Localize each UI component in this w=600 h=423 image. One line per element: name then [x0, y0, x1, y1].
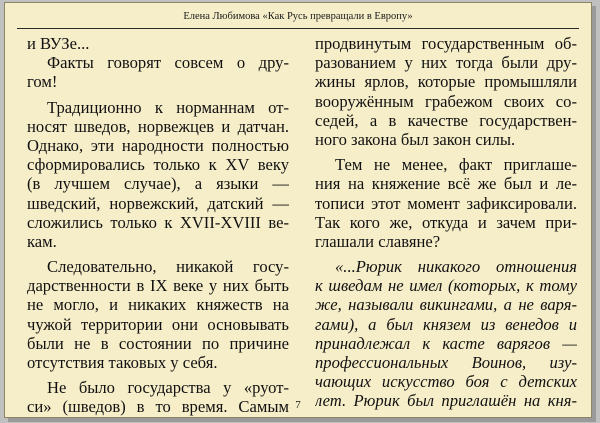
text-line: (в лучшем случае), а языки —: [27, 174, 289, 194]
text-line: гами), а был князем из венедов и: [315, 314, 577, 334]
header-rule: [17, 28, 579, 29]
text-line: Тем не менее, факт приглаше-: [335, 155, 577, 175]
text-line: седей, а в качестве государствен-: [315, 110, 577, 130]
text-line: продвинутым государственным об-: [315, 34, 577, 53]
left-text-column: [27, 34, 289, 417]
text-line: Не было государства у «руот-: [47, 378, 289, 398]
text-line: профессиональных Воинов, изу-: [315, 353, 577, 372]
text-line: Традиционно к норманнам от-: [47, 97, 289, 117]
text-line: гом!: [27, 72, 58, 92]
text-line: были не в состоянии по причине: [27, 333, 289, 353]
text-line: к шведам не имел (которых, к тому: [315, 276, 577, 296]
text-line: Факты говорят совсем о дру-: [47, 53, 289, 73]
text-line: разованием у них тогда были дру-: [315, 53, 577, 73]
text-line: «...Рюрик никакого отношения: [335, 257, 577, 277]
text-line: сложились только к XVII-XVIII ве-: [27, 212, 289, 232]
text-line: носят шведов, норвежцев и датчан.: [27, 116, 289, 136]
text-line: сформировались только к XV веку: [27, 155, 289, 175]
text-line: же, называли викингами, а не варя-: [315, 295, 577, 315]
text-line: Так кого же, откуда и зачем при-: [315, 212, 577, 232]
text-line: лет. Рюрик был приглашён на кня-: [315, 391, 577, 411]
book-page: [4, 2, 592, 418]
text-line: кам.: [27, 231, 57, 251]
text-line: ния на княжение всё же был и ле-: [315, 174, 577, 194]
text-line: шведский, норвежский, датский —: [27, 193, 289, 213]
text-line: си» (шведов) в то время. Самым: [27, 397, 289, 417]
text-line: принадлежал к касте варягов —: [315, 333, 577, 353]
page-number: 7: [295, 399, 301, 411]
text-line: тописи этот момент зафиксировали.: [315, 193, 577, 213]
text-line: отсутствия таковых у себя.: [27, 353, 218, 372]
text-line: Однако, эти народности полностью: [27, 135, 289, 155]
running-header: Елена Любимова «Как Русь превращали в Европу»: [183, 11, 413, 22]
text-line: глашали славяне?: [315, 231, 441, 251]
text-line: не могло, и никаких княжеств на: [27, 295, 289, 315]
text-line: вооружённым грабежом своих со-: [315, 91, 577, 111]
text-line: Следовательно, никакой госу-: [47, 257, 289, 277]
text-line: чужой территории они основывать: [27, 314, 289, 334]
right-text-column: [315, 34, 577, 411]
text-line: ного закона был закон силы.: [315, 129, 516, 149]
text-line: чающих искусство боя с детских: [315, 372, 577, 392]
text-line: и ВУЗе...: [27, 34, 90, 53]
text-line: жины ярлов, которые промышляли: [315, 72, 577, 92]
text-line: дарственности в IX веке у них быть: [27, 276, 289, 296]
